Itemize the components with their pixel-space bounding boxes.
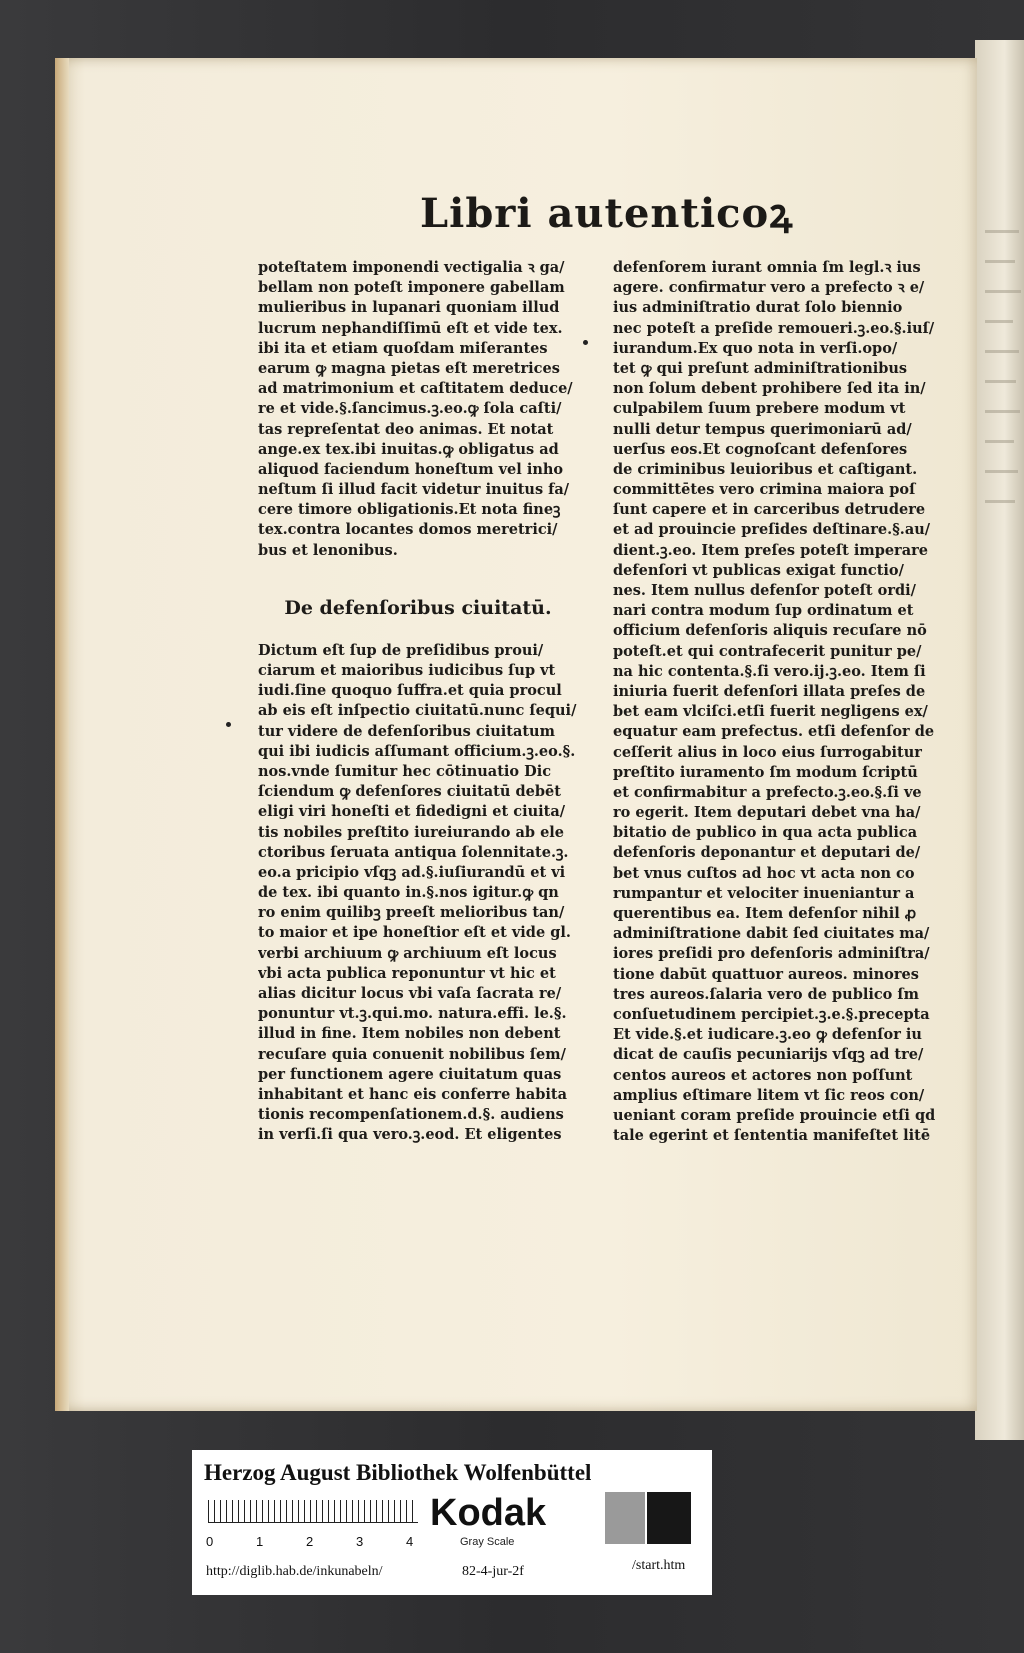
ruler-number: 4 (406, 1534, 414, 1549)
text-line: bet eam vlciſci.etſi fuerit negligens ex/ (613, 703, 928, 721)
text-line: na hic contenta.§.ſi vero.ij.ꝫ.eo. Item ſi (613, 662, 926, 680)
text-line: mulieribus in lupanari quoniam illud (258, 299, 560, 317)
ghost-text (985, 380, 1016, 383)
text-line: Et vide.§.et iudicare.ꝫ.eo ꝙ defenſor iu (613, 1026, 922, 1044)
left-column-top-paragraph (258, 258, 578, 561)
text-line: poteſtatem imponendi vectigalia ꝛ ga/ (258, 259, 565, 276)
text-line: nos.vnde ſumitur hec cōtinuatio Dic (258, 762, 552, 780)
ruler-number: 3 (356, 1534, 364, 1549)
text-line: ange.ex tex.ibi inuitas.ꝙ obligatus ad (258, 440, 559, 458)
text-line: vbi acta publica reponuntur vt hic et (258, 964, 556, 982)
text-line: preſtito iuramento ſm modum ſcriptū (613, 763, 918, 781)
text-line: to maior et ipe honeſtior eſt et vide gl. (258, 924, 571, 942)
text-line: et ad prouincie preſides deſtinare.§.au/ (613, 521, 931, 539)
text-line: ponuntur vt.ꝫ.qui.mo. natura.effi. le.§. (258, 1005, 567, 1023)
text-line: qui ibi iudicis aſſumant officium.ꝫ.eo.§. (258, 742, 576, 760)
right-column-paragraph (613, 258, 943, 1146)
start-page-path: /start.htm (632, 1558, 686, 1573)
text-line: nulli detur tempus querimoniarū ad/ (613, 420, 912, 438)
text-line: tres aureos.ſalaria vero de publico ſm (613, 985, 919, 1003)
text-line: iurandum.Ex quo nota in verſi.opo/ (613, 339, 898, 357)
text-line: nari contra modum ſup ordinatum et (613, 602, 914, 620)
text-line: tet ꝙ qui preſunt adminiſtrationibus (613, 359, 908, 377)
text-line: amplius eſtimare litem vt ſic reos con/ (613, 1086, 925, 1104)
ghost-text (985, 320, 1013, 323)
text-line: recuſare quia conuenit nobilibus ſem/ (258, 1045, 566, 1063)
text-line: defenſorem iurant omnia ſm legl.ꝛ ius (613, 259, 921, 276)
ink-dot (583, 340, 588, 345)
text-line: ſciendum ꝙ defenſores ciuitatū debēt (258, 783, 561, 801)
text-line: eo.a pricipio vſqꝫ ad.§.iuſiurandū et vi (258, 863, 566, 881)
ghost-text (985, 440, 1014, 443)
text-line: uerſus eos.Et cognoſcant defenſores (613, 440, 908, 458)
text-line: rumpantur et velociter inueniantur a (613, 884, 915, 902)
text-line: ſunt capere et in carceribus detrudere (613, 501, 926, 519)
text-line: aliquod faciendum honeſtum vel inho (258, 460, 564, 478)
text-line: culpabilem ſuum prebere modum vt (613, 400, 906, 418)
text-line: tex.contra locantes domos meretrici/ (258, 521, 558, 539)
text-line: bitatio de publico in qua acta publica (613, 824, 918, 842)
page-binding-edge (55, 58, 69, 1411)
text-line: tionis recompenſationem.d.§. audiens (258, 1106, 564, 1124)
ghost-text (985, 350, 1019, 353)
ruler-number: 0 (206, 1534, 214, 1549)
text-line: equatur eam prefectus. etſi defenſor de (613, 723, 935, 741)
text-line: in verſi.ſi qua vero.ꝫ.eod. Et eligentes (258, 1126, 562, 1144)
text-line: nec poteſt a preſide remoueri.ꝫ.eo.§.iuſ/ (613, 319, 935, 337)
text-line: alias dicitur locus vbi vaſa ſacrata re/ (258, 985, 562, 1002)
right-text-column (613, 258, 943, 1146)
text-line: defenſoris deponantur et deputari de/ (613, 844, 921, 862)
text-line: agere. confirmatur vero a prefecto ꝛ e/ (613, 279, 925, 297)
text-line: eligi viri honeſti et fidedigni et ciuita/ (258, 803, 566, 821)
ghost-text (985, 470, 1018, 473)
text-line: de criminibus leuioribus et caſtigant. (613, 460, 918, 478)
text-line: tione dabūt quattuor aureos. minores (613, 965, 919, 983)
text-line: conſuetudinem percipiet.ꝫ.e.§.precepta (613, 1005, 930, 1023)
text-line: neſtum ſi illud facit videtur inuitus fa/ (258, 481, 570, 499)
text-line: ius adminiſtratio durat ſolo biennio (613, 299, 903, 317)
ghost-text (985, 500, 1015, 503)
running-head: Libri autenticoꝝ (420, 190, 794, 237)
text-line: ctoribus ſeruata antiqua ſolennitate.ꝫ. (258, 843, 569, 861)
color-scale-card (192, 1450, 712, 1595)
ghost-text (985, 260, 1015, 263)
text-line: tur videre de defenſoribus ciuitatum (258, 722, 555, 740)
text-line: bus et lenonibus. (258, 541, 398, 559)
adjacent-page-edge (975, 40, 1024, 1440)
text-line: non ſolum debent prohibere ſed ita in/ (613, 380, 926, 398)
institution-name: Herzog August Bibliothek Wolfenbüttel (204, 1460, 592, 1485)
text-line: cere timore obligationis.Et nota fineꝫ (258, 501, 561, 519)
text-line: per functionem agere ciuitatum quas (258, 1065, 562, 1083)
left-column-bottom-paragraph (258, 641, 578, 1146)
ink-dot (226, 722, 231, 727)
text-line: iores preſidi pro defenſoris adminiſtra/ (613, 945, 930, 963)
text-line: defenſori vt publicas exigat functio/ (613, 561, 904, 579)
text-line: bellam non poteſt imponere gabellam (258, 279, 565, 297)
text-line: earum ꝙ magna pietas eſt meretrices (258, 359, 560, 377)
text-line: poteſt.et qui contrafecerit punitur pe/ (613, 642, 922, 660)
text-line: ro egerit. Item deputari debet vna ha/ (613, 804, 921, 822)
measurement-ruler (208, 1500, 418, 1523)
text-line: ciarum et maioribus iudicibus ſup vt (258, 662, 556, 679)
text-line: inhabitant et hanc eis conferre habita (258, 1085, 568, 1103)
text-line: nes. Item nullus defenſor poteſt ordi/ (613, 582, 916, 599)
text-line: tale egerint et ſententia manifeſtet litē (613, 1127, 931, 1145)
gray-swatch (605, 1492, 645, 1544)
shelfmark: 82-4-jur-2f (462, 1564, 524, 1579)
text-line: querentibus ea. Item defenſor nihil ꝓ (613, 905, 917, 922)
kodak-logo: Kodak (430, 1492, 547, 1534)
text-line: bet vnus cuſtos ad hoc vt acta non co (613, 864, 915, 882)
text-line: lucrum nephandiſſimū eſt et vide tex. (258, 319, 563, 337)
text-line: de tex. ibi quanto in.§.nos igitur.ꝙ qn (258, 884, 559, 902)
section-heading: De defenſoribus ciuitatū. (284, 596, 552, 619)
text-line: ceſſerit alius in loco eius ſurrogabitur (613, 743, 922, 761)
gray-scale-label: Gray Scale (460, 1536, 515, 1548)
text-line: Dictum eſt ſup de preſidibus proui/ (258, 641, 544, 659)
ruler-number: 2 (306, 1534, 314, 1549)
text-line: et confirmabitur a prefecto.ꝫ.eo.§.ſi ve (613, 783, 922, 801)
text-line: committētes vero crimina maiora poſ (613, 481, 916, 499)
text-line: illud in fine. Item nobiles non debent (258, 1025, 561, 1043)
text-line: tas repreſentat deo animas. Et notat (258, 420, 554, 438)
text-line: ab eis eſt inſpectio ciuitatū.nunc ſequi/ (258, 702, 577, 720)
text-line: ibi ita et etiam quoſdam miſerantes (258, 339, 548, 357)
text-line: ro enim quilibꝫ preeſt melioribus tan/ (258, 904, 565, 922)
text-line: ad matrimonium et caſtitatem deduce/ (258, 380, 573, 398)
text-line: tis nobiles preſtito iureiurando ab ele (258, 823, 565, 841)
text-line: dient.ꝫ.eo. Item preſes poteſt imperare (613, 541, 928, 559)
text-line: re et vide.§.ſancimus.ꝫ.eo.ꝙ ſola caſti/ (258, 400, 562, 418)
black-swatch (647, 1492, 691, 1544)
text-line: adminiſtratione dabit ſed ciuitates ma/ (613, 925, 930, 943)
text-line: dicat de cauſis pecuniarijs vſqꝫ ad tre/ (613, 1046, 924, 1064)
left-text-column (258, 258, 578, 1146)
text-line: iniuria fuerit defenſori illata preſes de (613, 682, 926, 700)
text-line: officium defenſoris aliquis recuſare nō (613, 622, 927, 640)
ghost-text (985, 290, 1021, 293)
source-url: http://diglib.hab.de/inkunabeln/ (206, 1564, 383, 1579)
ghost-text (985, 410, 1020, 413)
text-line: iudi.ſine quoquo ſuffra.et quia procul (258, 682, 562, 700)
text-line: centos aureos et actores non poſſunt (613, 1066, 913, 1084)
text-line: ueniant coram preſide prouincie etſi qd (613, 1106, 936, 1124)
ruler-number: 1 (256, 1534, 264, 1549)
text-line: verbi archiuum ꝙ archiuum eſt locus (258, 944, 557, 962)
ghost-text (985, 230, 1019, 233)
